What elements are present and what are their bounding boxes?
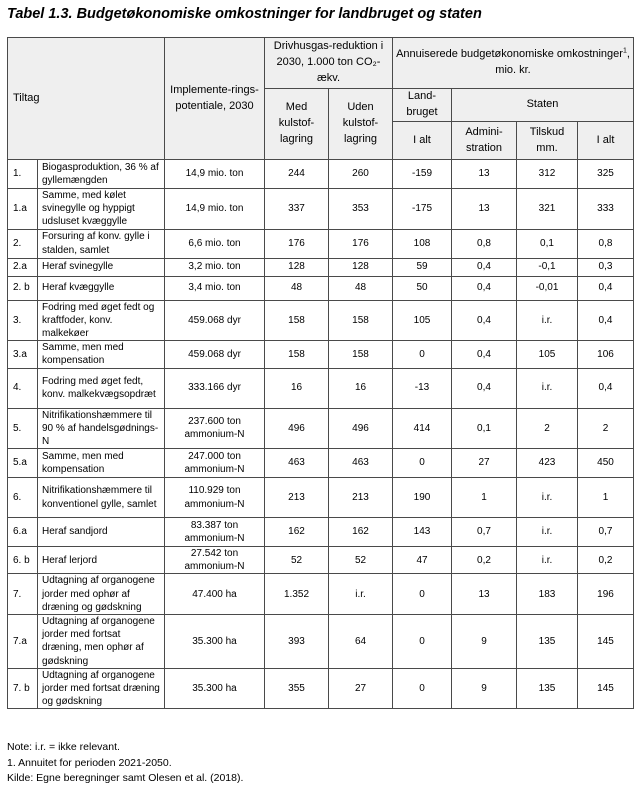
implementering-cell: 459.068 dyr <box>165 341 265 368</box>
table-row <box>8 668 634 709</box>
tiltag-cell: Fodring med øget fedt og kraftfoder, konv. malkekøer <box>38 300 165 341</box>
table-header <box>8 38 634 160</box>
tiltag-cell: Samme, med kølet svinegylle og hyppigt udsluset kvæggylle <box>38 189 165 230</box>
administration-cell: 0,4 <box>452 276 517 300</box>
uden-kulstof-cell: 16 <box>329 368 393 408</box>
uden-kulstof-cell: 463 <box>329 449 393 478</box>
tilskud-cell: 0,1 <box>517 229 578 258</box>
note-annuitet: 1. Annuitet for perioden 2021-2050. <box>7 756 172 769</box>
tilskud-cell: i.r. <box>517 300 578 341</box>
tiltag-cell: Udtagning af organogene jorder med fortsat dræning og gødskning <box>38 668 165 709</box>
med-kulstof-cell: 176 <box>265 229 329 258</box>
uden-kulstof-cell: 128 <box>329 258 393 276</box>
landbruget-cell: 0 <box>393 341 452 368</box>
tiltag-cell: Heraf svinegylle <box>38 258 165 276</box>
header-implementeringspotentiale: Implemente-rings-potentiale, 2030 <box>165 38 265 160</box>
row-number: 1. <box>8 160 38 189</box>
med-kulstof-cell: 337 <box>265 189 329 230</box>
landbruget-cell: -13 <box>393 368 452 408</box>
row-number: 7.a <box>8 615 38 669</box>
landbruget-cell: 0 <box>393 574 452 615</box>
implementering-cell: 333.166 dyr <box>165 368 265 408</box>
row-number: 6.a <box>8 518 38 547</box>
tiltag-cell: Samme, men med kompensation <box>38 449 165 478</box>
implementering-cell: 27.542 ton ammonium-N <box>165 547 265 574</box>
administration-cell: 13 <box>452 574 517 615</box>
tiltag-cell: Heraf kvæggylle <box>38 276 165 300</box>
administration-cell: 9 <box>452 668 517 709</box>
table-row <box>8 408 634 449</box>
landbruget-cell: -175 <box>393 189 452 230</box>
implementering-cell: 35.300 ha <box>165 668 265 709</box>
row-number: 5. <box>8 408 38 449</box>
landbruget-cell: 0 <box>393 615 452 669</box>
table-row <box>8 478 634 518</box>
row-number: 3.a <box>8 341 38 368</box>
note-kilde: Kilde: Egne beregninger samt Olesen et al. (2018). <box>7 772 244 784</box>
staten-i-alt-cell: 0,7 <box>578 518 634 547</box>
med-kulstof-cell: 158 <box>265 341 329 368</box>
row-number: 2. <box>8 229 38 258</box>
table-row <box>8 160 634 189</box>
implementering-cell: 47.400 ha <box>165 574 265 615</box>
med-kulstof-cell: 496 <box>265 408 329 449</box>
uden-kulstof-cell: 27 <box>329 668 393 709</box>
med-kulstof-cell: 52 <box>265 547 329 574</box>
tilskud-cell: 423 <box>517 449 578 478</box>
tilskud-cell: 321 <box>517 189 578 230</box>
table-row <box>8 229 634 258</box>
tilskud-cell: 135 <box>517 615 578 669</box>
administration-cell: 0,4 <box>452 368 517 408</box>
tiltag-cell: Samme, men med kompensation <box>38 341 165 368</box>
administration-cell: 0,4 <box>452 258 517 276</box>
tilskud-cell: 183 <box>517 574 578 615</box>
administration-cell: 1 <box>452 478 517 518</box>
uden-kulstof-cell: i.r. <box>329 574 393 615</box>
table-title: Tabel 1.3. Budgetøkonomiske omkostninger for landbruget og staten <box>7 6 482 22</box>
tiltag-cell: Forsuring af konv. gylle i stalden, samlet <box>38 229 165 258</box>
uden-kulstof-cell: 64 <box>329 615 393 669</box>
implementering-cell: 3,4 mio. ton <box>165 276 265 300</box>
header-tilskud: Tilskud mm. <box>517 122 578 160</box>
table-row <box>8 189 634 230</box>
table-row <box>8 341 634 368</box>
staten-i-alt-cell: 0,8 <box>578 229 634 258</box>
staten-i-alt-cell: 0,4 <box>578 276 634 300</box>
med-kulstof-cell: 48 <box>265 276 329 300</box>
note-ir: Note: i.r. = ikke relevant. <box>7 741 120 753</box>
header-landbruget: Land-bruget <box>393 89 452 122</box>
implementering-cell: 83.387 ton ammonium-N <box>165 518 265 547</box>
med-kulstof-cell: 393 <box>265 615 329 669</box>
tiltag-cell: Nitrifikationshæmmere til 90 % af handelsgødnings-N <box>38 408 165 449</box>
implementering-cell: 3,2 mio. ton <box>165 258 265 276</box>
landbruget-cell: 0 <box>393 449 452 478</box>
staten-i-alt-cell: 106 <box>578 341 634 368</box>
landbruget-cell: 50 <box>393 276 452 300</box>
table-row <box>8 368 634 408</box>
landbruget-cell: 0 <box>393 668 452 709</box>
tiltag-cell: Biogasproduktion, 36 % af gyllemængden <box>38 160 165 189</box>
staten-i-alt-cell: 333 <box>578 189 634 230</box>
table-row <box>8 276 634 300</box>
row-number: 3. <box>8 300 38 341</box>
administration-cell: 27 <box>452 449 517 478</box>
row-number: 7. b <box>8 668 38 709</box>
staten-i-alt-cell: 0,2 <box>578 547 634 574</box>
administration-cell: 13 <box>452 189 517 230</box>
row-number: 7. <box>8 574 38 615</box>
uden-kulstof-cell: 48 <box>329 276 393 300</box>
tilskud-cell: 2 <box>517 408 578 449</box>
header-drivhusgas: Drivhusgas-reduktion i 2030, 1.000 ton CO₂-ækv. <box>265 38 393 89</box>
header-annuiserede-unit: , mio. kr. <box>495 48 630 76</box>
row-number: 6. <box>8 478 38 518</box>
table-row <box>8 547 634 574</box>
landbruget-cell: 47 <box>393 547 452 574</box>
header-administration: Admini-stration <box>452 122 517 160</box>
header-annuiserede-text: Annuiserede budgetøkonomiske omkostninger <box>396 48 623 61</box>
staten-i-alt-cell: 1 <box>578 478 634 518</box>
staten-i-alt-cell: 145 <box>578 668 634 709</box>
table-row <box>8 574 634 615</box>
table-row <box>8 449 634 478</box>
staten-i-alt-cell: 0,3 <box>578 258 634 276</box>
header-staten: Staten <box>452 89 634 122</box>
med-kulstof-cell: 162 <box>265 518 329 547</box>
row-number: 6. b <box>8 547 38 574</box>
row-number: 4. <box>8 368 38 408</box>
uden-kulstof-cell: 158 <box>329 300 393 341</box>
row-number: 2.a <box>8 258 38 276</box>
header-annuiserede <box>393 38 634 89</box>
tiltag-cell: Heraf lerjord <box>38 547 165 574</box>
med-kulstof-cell: 158 <box>265 300 329 341</box>
tiltag-cell: Udtagning af organogene jorder med ophør af dræning og gødskning <box>38 574 165 615</box>
cost-table <box>7 37 634 709</box>
med-kulstof-cell: 244 <box>265 160 329 189</box>
implementering-cell: 35.300 ha <box>165 615 265 669</box>
implementering-cell: 110.929 ton ammonium-N <box>165 478 265 518</box>
tiltag-cell: Nitrifikationshæmmere til konventionel gylle, samlet <box>38 478 165 518</box>
administration-cell: 0,8 <box>452 229 517 258</box>
footnote-marker: 1 <box>622 47 627 55</box>
tilskud-cell: -0,01 <box>517 276 578 300</box>
tilskud-cell: i.r. <box>517 547 578 574</box>
header-landbruget-i-alt: I alt <box>393 122 452 160</box>
implementering-cell: 14,9 mio. ton <box>165 160 265 189</box>
tilskud-cell: 105 <box>517 341 578 368</box>
header-med-kulstof: Med kulstof-lagring <box>265 89 329 160</box>
header-staten-i-alt: I alt <box>578 122 634 160</box>
uden-kulstof-cell: 260 <box>329 160 393 189</box>
med-kulstof-cell: 128 <box>265 258 329 276</box>
med-kulstof-cell: 463 <box>265 449 329 478</box>
landbruget-cell: 108 <box>393 229 452 258</box>
uden-kulstof-cell: 52 <box>329 547 393 574</box>
administration-cell: 13 <box>452 160 517 189</box>
uden-kulstof-cell: 162 <box>329 518 393 547</box>
med-kulstof-cell: 16 <box>265 368 329 408</box>
staten-i-alt-cell: 325 <box>578 160 634 189</box>
tilskud-cell: i.r. <box>517 518 578 547</box>
table-notes <box>7 740 243 787</box>
implementering-cell: 247.000 ton ammonium-N <box>165 449 265 478</box>
administration-cell: 0,2 <box>452 547 517 574</box>
table-row <box>8 300 634 341</box>
uden-kulstof-cell: 213 <box>329 478 393 518</box>
header-tiltag: Tiltag <box>8 38 165 160</box>
table-body <box>8 160 634 709</box>
staten-i-alt-cell: 2 <box>578 408 634 449</box>
implementering-cell: 459.068 dyr <box>165 300 265 341</box>
tilskud-cell: i.r. <box>517 368 578 408</box>
uden-kulstof-cell: 496 <box>329 408 393 449</box>
med-kulstof-cell: 213 <box>265 478 329 518</box>
administration-cell: 0,7 <box>452 518 517 547</box>
landbruget-cell: -159 <box>393 160 452 189</box>
staten-i-alt-cell: 196 <box>578 574 634 615</box>
administration-cell: 9 <box>452 615 517 669</box>
row-number: 5.a <box>8 449 38 478</box>
tilskud-cell: -0,1 <box>517 258 578 276</box>
staten-i-alt-cell: 0,4 <box>578 368 634 408</box>
landbruget-cell: 414 <box>393 408 452 449</box>
implementering-cell: 6,6 mio. ton <box>165 229 265 258</box>
staten-i-alt-cell: 450 <box>578 449 634 478</box>
landbruget-cell: 105 <box>393 300 452 341</box>
header-uden-kulstof: Uden kulstof-lagring <box>329 89 393 160</box>
uden-kulstof-cell: 158 <box>329 341 393 368</box>
administration-cell: 0,1 <box>452 408 517 449</box>
landbruget-cell: 59 <box>393 258 452 276</box>
row-number: 2. b <box>8 276 38 300</box>
staten-i-alt-cell: 145 <box>578 615 634 669</box>
implementering-cell: 14,9 mio. ton <box>165 189 265 230</box>
administration-cell: 0,4 <box>452 300 517 341</box>
uden-kulstof-cell: 176 <box>329 229 393 258</box>
table-row <box>8 258 634 276</box>
tiltag-cell: Heraf sandjord <box>38 518 165 547</box>
table-row <box>8 518 634 547</box>
administration-cell: 0,4 <box>452 341 517 368</box>
tilskud-cell: 312 <box>517 160 578 189</box>
landbruget-cell: 190 <box>393 478 452 518</box>
staten-i-alt-cell: 0,4 <box>578 300 634 341</box>
med-kulstof-cell: 1.352 <box>265 574 329 615</box>
tilskud-cell: i.r. <box>517 478 578 518</box>
tilskud-cell: 135 <box>517 668 578 709</box>
table-row <box>8 615 634 669</box>
tiltag-cell: Fodring med øget fedt, konv. malkekvægsopdræt <box>38 368 165 408</box>
landbruget-cell: 143 <box>393 518 452 547</box>
implementering-cell: 237.600 ton ammonium-N <box>165 408 265 449</box>
med-kulstof-cell: 355 <box>265 668 329 709</box>
uden-kulstof-cell: 353 <box>329 189 393 230</box>
tiltag-cell: Udtagning af organogene jorder med fortsat dræning, men ophør af gødskning <box>38 615 165 669</box>
row-number: 1.a <box>8 189 38 230</box>
